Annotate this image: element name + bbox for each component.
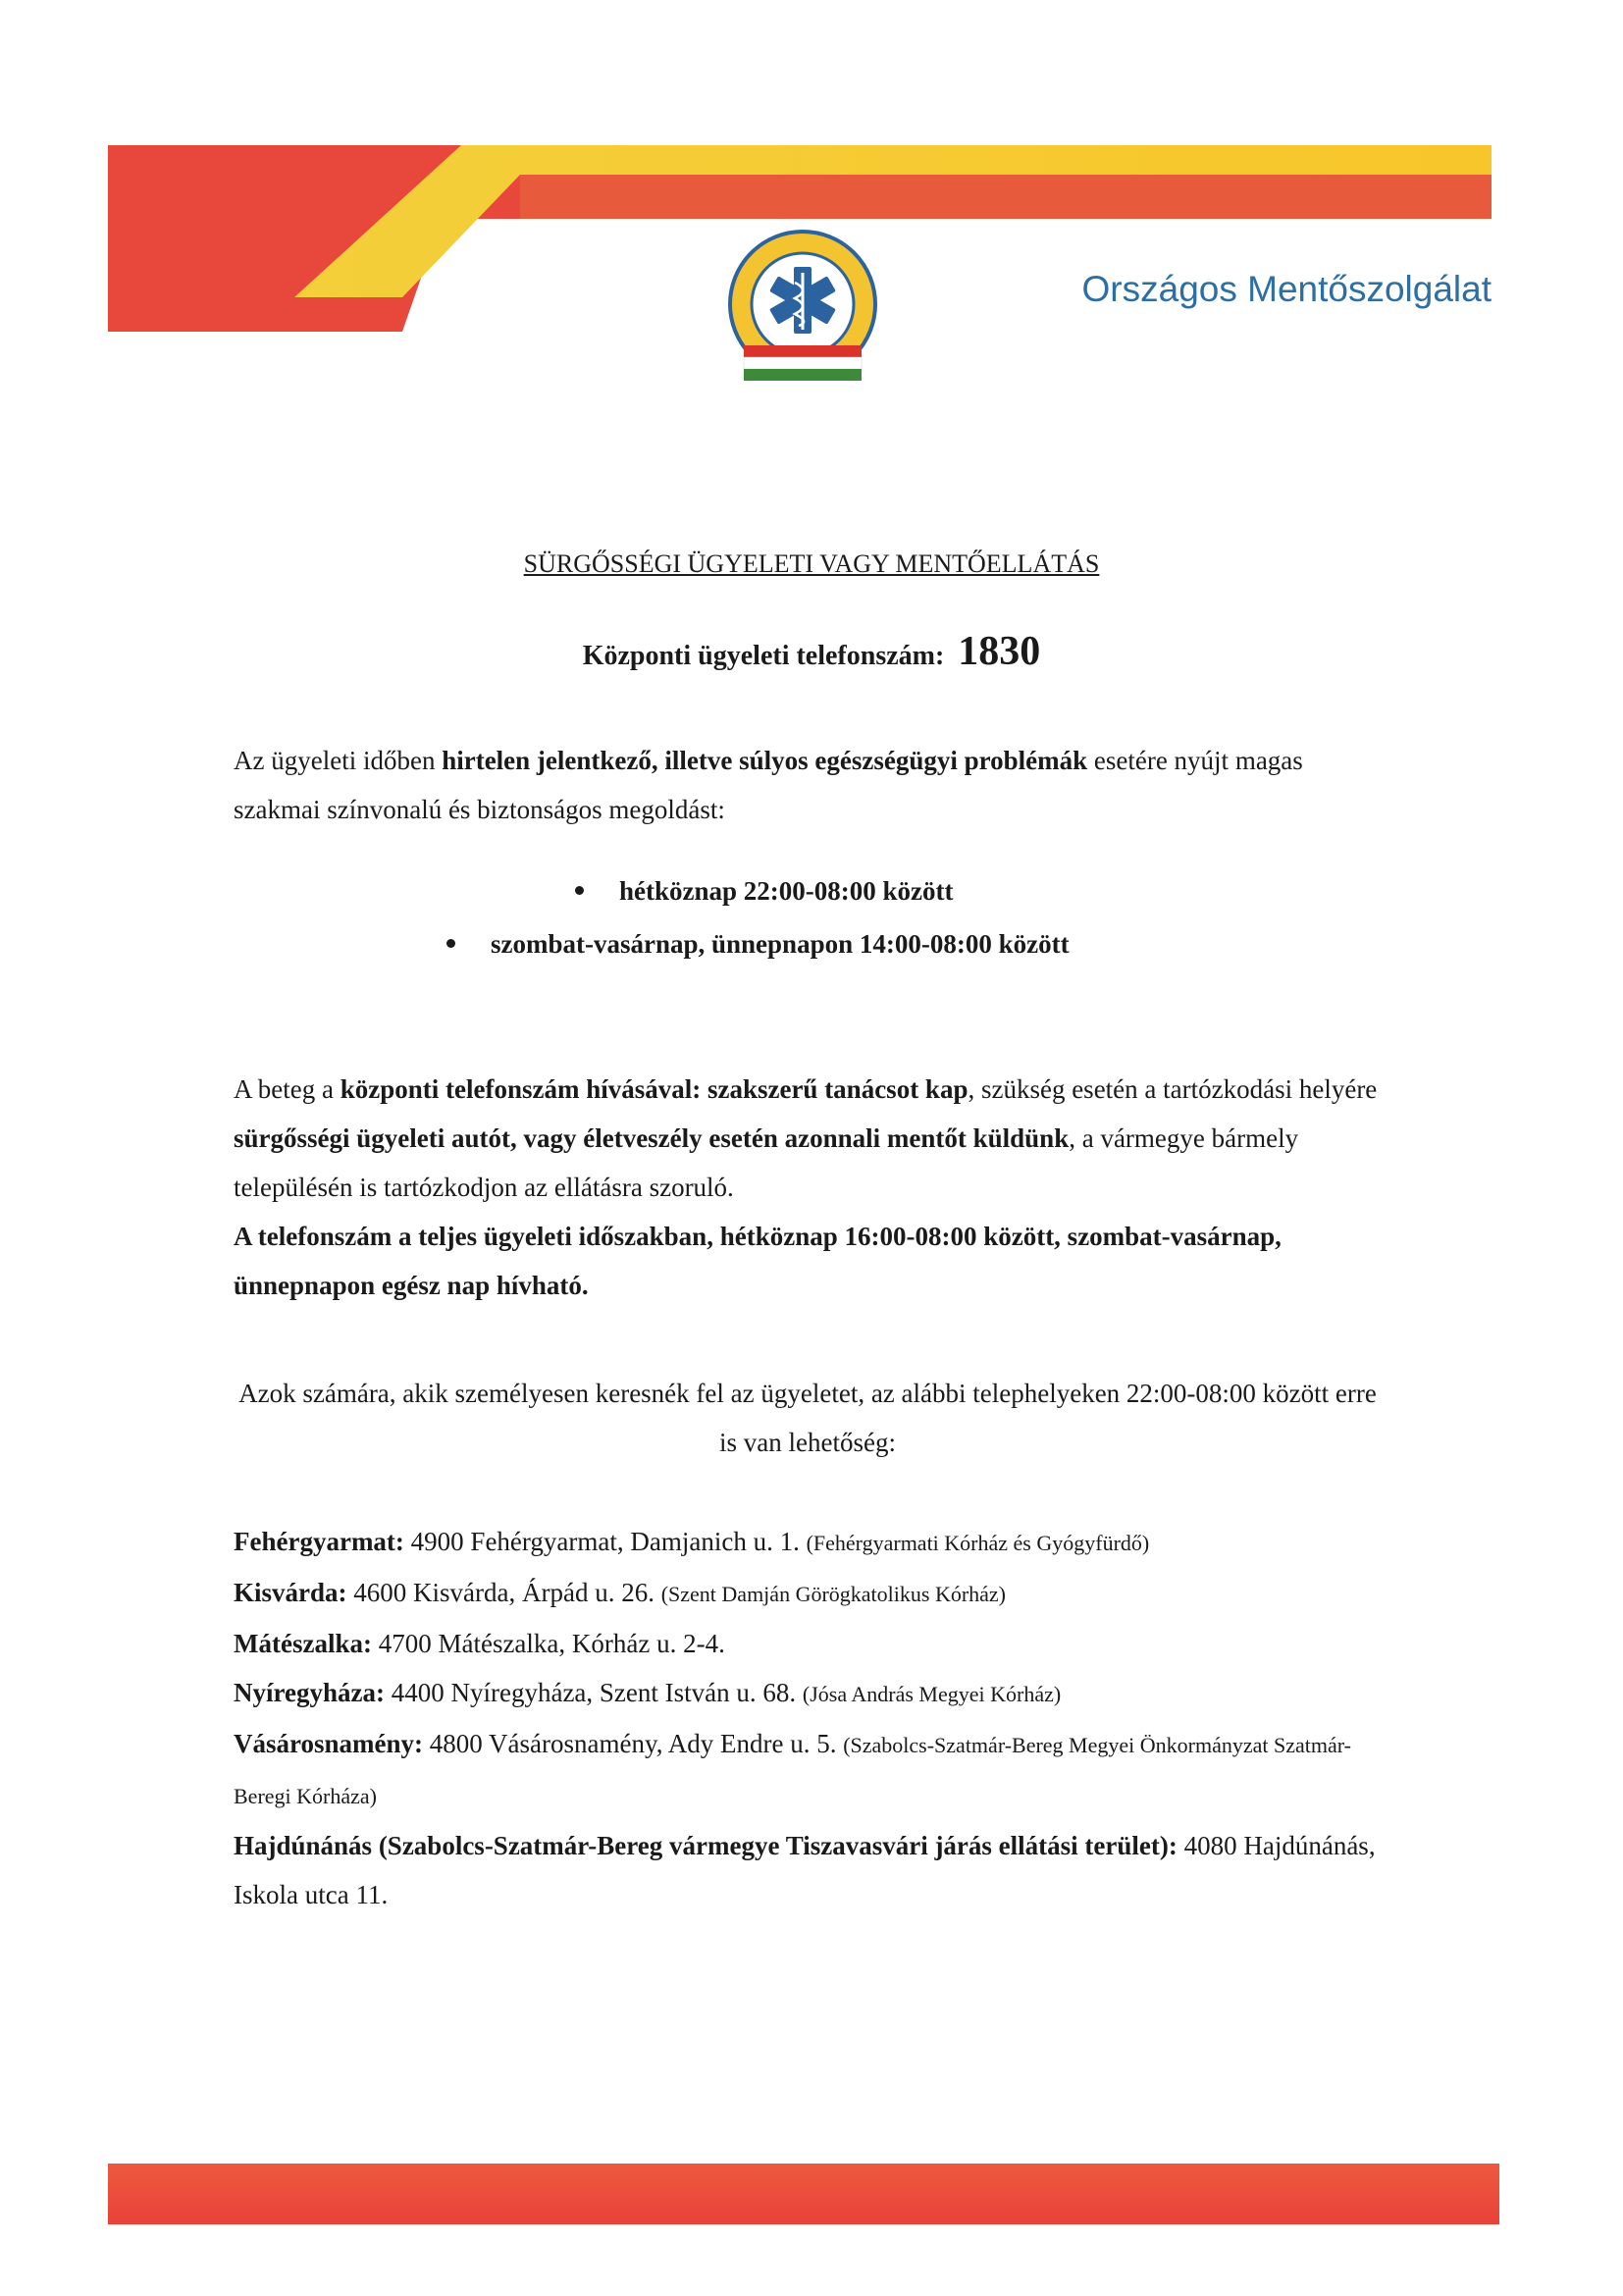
organization-name: Országos Mentőszolgálat [1081,269,1492,309]
list-item [234,1668,1391,1719]
service-paragraph [234,1065,1382,1310]
site-address: 4700 Mátészalka, Kórház u. 2-4. [371,1629,725,1658]
intro-bold: hirtelen jelentkező, illetve súlyos egészségügyi problémák [442,746,1088,775]
body-text-1: A beteg a [234,1074,340,1104]
site-address: 4400 Nyíregyháza, Szent István u. 68. [384,1678,803,1707]
phone-label: Központi ügyeleti telefonszám: [582,641,945,671]
document-title: SÜRGŐSSÉGI ÜGYELETI VAGY MENTŐELLÁTÁS [523,549,1100,578]
site-note: (Fehérgyarmati Kórház és Gyógyfürdő) [806,1531,1150,1555]
site-address: 4600 Kisvárda, Árpád u. 26. [346,1578,661,1607]
visit-paragraph: Azok számára, akik személyesen keresnék fel az ügyeletet, az alábbi telephelyeken 22:00-08:00 között erre is van lehetőség: [238,1379,1377,1457]
site-city: Fehérgyarmat: [234,1527,404,1556]
phone-number: 1830 [958,629,1041,674]
site-address: 4800 Vásárosnamény, Ady Endre u. 5. [423,1729,844,1758]
body-text-2: , szükség esetén a tartózkodási helyére [968,1074,1378,1104]
site-address: 4900 Fehérgyarmat, Damjanich u. 1. [403,1527,807,1556]
intro-text-2: esetére nyújt magas szakmai színvonalú és biztonságos megoldást: [234,746,1303,824]
intro-text-1: Az ügyeleti időben [234,746,443,775]
site-list [234,1517,1391,1919]
site-address: 4080 Hajdúnánás, Iskola utca 11. [234,1831,1376,1909]
site-city: Kisvárda: [234,1578,347,1607]
list-item-text: szombat-vasárnap, ünnepnapon 14:00-08:00 között [491,929,1070,959]
phone-line [0,628,1623,675]
list-item [234,1619,1391,1668]
site-city: Hajdúnánás (Szabolcs-Szatmár-Bereg vármegye Tiszavasvári járás ellátási terület): [234,1831,1178,1860]
site-city: Mátészalka: [234,1629,372,1658]
list-item [234,1517,1391,1568]
list-item [234,1719,1391,1821]
list-item [234,1821,1391,1919]
body-bold-3: A telefonszám a teljes ügyeleti időszakban, hétköznap 16:00-08:00 között, szombat-vasárnap, ünnepnapon egész nap hívható. [234,1222,1282,1300]
site-note: (Jósa András Megyei Kórház) [802,1682,1062,1706]
intro-paragraph [234,736,1382,834]
footer-bar [108,2164,1499,2224]
site-city: Vásárosnamény: [234,1729,424,1758]
site-note: (Szabolcs-Szatmár-Bereg Megyei Önkormányzat Szatmár-Beregi Kórháza) [234,1733,1351,1808]
body-text-3: , a vármegye bármely településén is tartózkodjon az ellátásra szoruló. [234,1123,1299,1202]
list-item [446,924,1070,964]
ambulance-service-logo [726,228,879,400]
site-city: Nyíregyháza: [234,1678,385,1707]
bullet-icon [575,886,584,895]
bullet-icon [446,939,455,948]
list-item-text: hétköznap 22:00-08:00 között [619,876,954,906]
list-item [234,1568,1391,1619]
site-note: (Szent Damján Görögkatolikus Kórház) [660,1582,1007,1606]
body-bold-2: sürgősségi ügyeleti autót, vagy életveszély esetén azonnali mentőt küldünk [234,1123,1070,1153]
list-item [575,871,953,911]
body-bold-1: központi telefonszám hívásával: szakszerű tanácsot kap [340,1074,969,1104]
